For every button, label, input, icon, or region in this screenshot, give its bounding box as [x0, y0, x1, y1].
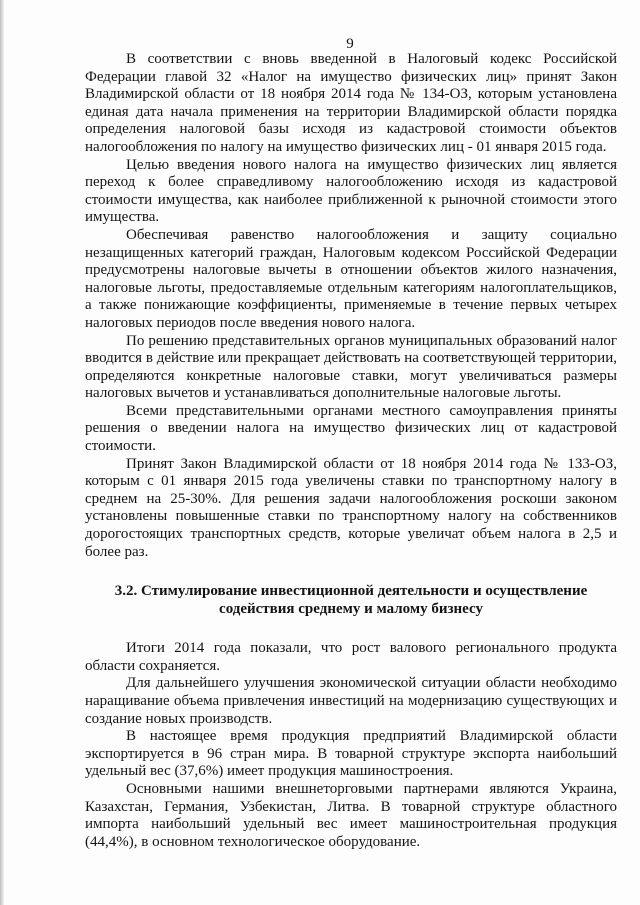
paragraph-tax-deductions: Обеспечивая равенство налогообложения и защиту социально незащищенных категорий граждан, Налоговым кодексом Российской Федерации предусмотрены налоговые вычеты в отношении объектов жилого назначения, налоговые льготы, предоставляемые отдельным категориям налогоплательщиков, а также понижающие коэффициенты, применяемые в течение первых четырех налоговых периодов после введения нового налога.	[85, 226, 617, 331]
document-body	[85, 51, 617, 851]
paragraph-municipal-decisions: По решению представительных органов муниципальных образований налог вводится в действие или прекращает действовать на соответствующей территории, определяются конкретные налоговые ставки, могут увеличиваться размеры налоговых вычетов и устанавливаться дополнительные налоговые льготы.	[85, 332, 617, 402]
section-heading-line-1: 3.2. Стимулирование инвестиционной деятельности и осуществление	[114, 583, 588, 600]
paragraph-export: В настоящее время продукция предприятий Владимирской области экспортируется в 96 стран мира. В товарной структуре экспорта наибольший удельный вес (37,6%) имеет продукция машиностроения.	[85, 728, 617, 780]
scan-edge-shadow	[0, 0, 4, 905]
section-heading	[85, 582, 617, 618]
paragraph-investment-growth: Для дальнейшего улучшения экономической ситуации области необходимо наращивание объема привлечения инвестиций на модернизацию существующих и создание новых производств.	[85, 675, 617, 727]
paragraph-tax-purpose: Целью введения нового налога на имущество физических лиц является переход к более справедливому налогообложению исходя из кадастровой стоимости имущества, как наиболее приближенной к рыночной стоимости этого имущества.	[85, 156, 617, 226]
paragraph-tax-code-law: В соответствии с вновь введенной в Налоговый кодекс Российской Федерации главой 32 «Налог на имущество физических лиц» принят Закон Владимирской области от 18 ноября 2014 года № 134-ОЗ, которым установлена единая дата начала применения на территории Владимирской области порядка определения налоговой базы исходя из кадастровой стоимости объектов налогообложения по налогу на имущество физических лиц - 01 января 2015 года.	[85, 51, 617, 155]
paragraph-grp-results: Итоги 2014 года показали, что рост валового регионального продукта области сохраняется.	[85, 640, 617, 674]
paragraph-transport-tax: Принят Закон Владимирской области от 18 ноября 2014 года № 133-ОЗ, которым с 01 января 2015 года увеличены ставки по транспортному налогу в среднем на 25-30%. Для решения задачи налогообложения роскоши законом установлены повышенные ставки по транспортному налогу на собственников дорогостоящих транспортных средств, которые увеличат объем налога в 2,5 и более раз.	[85, 455, 617, 560]
paragraph-local-government: Всеми представительными органами местного самоуправления приняты решения о введении налога на имущество физических лиц от кадастровой стоимости.	[85, 402, 617, 455]
paragraph-trade-partners: Основными нашими внешнеторговыми партнерами являются Украина, Казахстан, Германия, Узбекистан, Литва. В товарной структуре областного импорта наибольший удельный вес имеет машиностроительная продукция (44,4%), в основном технологическое оборудование.	[85, 780, 617, 850]
page-number: 9	[346, 36, 354, 52]
section-heading-line-2: содействия среднему и малому бизнесу	[219, 601, 483, 618]
